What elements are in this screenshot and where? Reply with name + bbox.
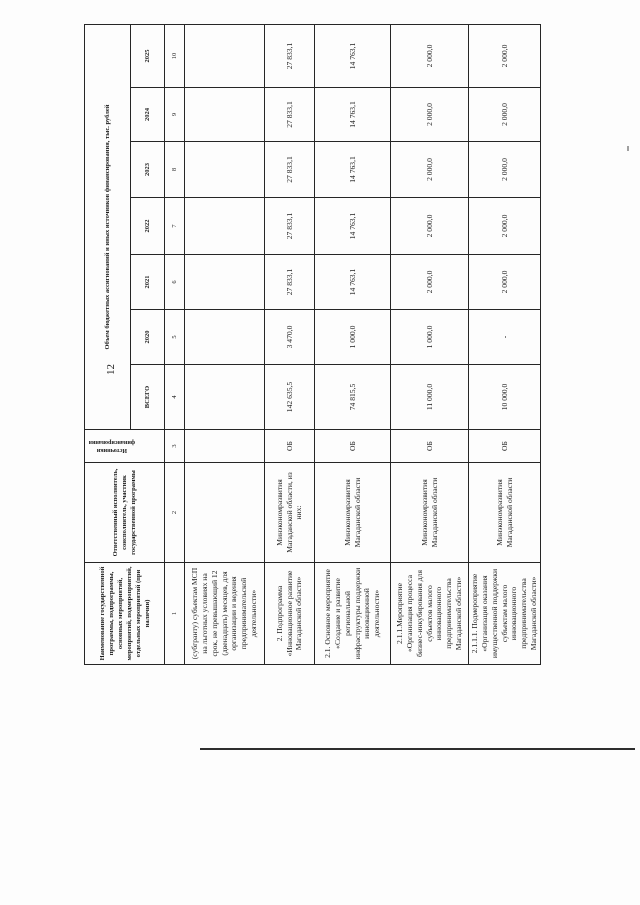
rotated-table-wrapper [84, 25, 541, 665]
year-2021-amount-cell: 14 763,1 [315, 255, 391, 310]
funding-source-cell: ОБ [469, 430, 541, 463]
scan-speck [627, 146, 629, 151]
table-row [315, 24, 391, 664]
year-2023-amount-cell: 14 763,1 [315, 142, 391, 198]
year-2023-amount-cell: 2 000,0 [391, 142, 469, 198]
year-2023-amount-cell [185, 142, 265, 198]
year-2025-amount-cell: 2 000,0 [391, 24, 469, 87]
column-number: 9 [165, 88, 185, 142]
year-2024-amount-cell: 14 763,1 [315, 88, 391, 142]
year-2025-amount-cell: 14 763,1 [315, 24, 391, 87]
year-2025-amount-cell: 27 833,1 [265, 24, 315, 87]
executor-cell [185, 463, 265, 563]
column-number: 10 [165, 24, 185, 87]
year-2020-amount-cell [185, 310, 265, 365]
total-amount-cell: 142 635,5 [265, 365, 315, 430]
year-2024-amount-cell [185, 88, 265, 142]
table-row [391, 24, 469, 664]
year-2020-amount-cell: 3 470,0 [265, 310, 315, 365]
program-name-cell: 2.1.1.1. Подмероприятие «Организация оказания имущественной поддержки субъектам малого инновационного предпринимательства Магаданской области» [469, 563, 541, 665]
header-year-2020: 2020 [131, 310, 165, 365]
year-2022-amount-cell [185, 198, 265, 255]
header-program-name: Наименование государственной программы, подпрограммы, основных мероприятий, мероприятий, подмероприятий, отдельных мероприятий (при наличии) [85, 563, 165, 665]
header-year-2024: 2024 [131, 88, 165, 142]
column-number: 4 [165, 365, 185, 430]
header-funding-source-label: Источники финансирования [88, 439, 136, 453]
column-number: 7 [165, 198, 185, 255]
year-2020-amount-cell: - [469, 310, 541, 365]
year-2020-amount-cell: 1 000,0 [391, 310, 469, 365]
header-total: ВСЕГО [131, 365, 165, 430]
executor-cell: Минэкономразвития Магаданской области [391, 463, 469, 563]
funding-source-cell: ОБ [391, 430, 469, 463]
column-numbers-row [165, 24, 185, 664]
header-year-2022: 2022 [131, 198, 165, 255]
column-number: 6 [165, 255, 185, 310]
column-number: 1 [165, 563, 185, 665]
header-year-2025: 2025 [131, 24, 165, 87]
year-2023-amount-cell: 2 000,0 [469, 142, 541, 198]
header-funding-volume: Объем бюджетных ассигнований и иных источников финансирования, тыс. рублей [85, 24, 131, 429]
page-number: 12 [105, 364, 117, 375]
year-2024-amount-cell: 2 000,0 [391, 88, 469, 142]
year-2022-amount-cell: 27 833,1 [265, 198, 315, 255]
funding-source-cell: ОБ [265, 430, 315, 463]
header-executor: Ответственный исполнитель, соисполнитель, участник государственной программы [85, 463, 165, 563]
executor-cell: Минэкономразвития Магаданской области [469, 463, 541, 563]
total-amount-cell [185, 365, 265, 430]
funding-source-cell [185, 430, 265, 463]
year-2024-amount-cell: 27 833,1 [265, 88, 315, 142]
column-number: 8 [165, 142, 185, 198]
column-number: 3 [165, 430, 185, 463]
year-2022-amount-cell: 2 000,0 [391, 198, 469, 255]
table-row [469, 24, 541, 664]
column-number: 5 [165, 310, 185, 365]
year-2023-amount-cell: 27 833,1 [265, 142, 315, 198]
header-row [85, 24, 131, 664]
header-year-2023: 2023 [131, 142, 165, 198]
year-2025-amount-cell: 2 000,0 [469, 24, 541, 87]
year-2024-amount-cell: 2 000,0 [469, 88, 541, 142]
header-funding-source [85, 430, 165, 463]
funding-table [84, 24, 541, 665]
funding-source-cell: ОБ [315, 430, 391, 463]
header-year-2021: 2021 [131, 255, 165, 310]
table-row [265, 24, 315, 664]
year-2021-amount-cell: 2 000,0 [391, 255, 469, 310]
scan-edge-line [200, 748, 635, 750]
year-2022-amount-cell: 2 000,0 [469, 198, 541, 255]
total-amount-cell: 11 000,0 [391, 365, 469, 430]
year-2022-amount-cell: 14 763,1 [315, 198, 391, 255]
total-amount-cell: 74 815,5 [315, 365, 391, 430]
total-amount-cell: 10 000,0 [469, 365, 541, 430]
executor-cell: Минэкономразвития Магаданской области, из них: [265, 463, 315, 563]
column-number: 2 [165, 463, 185, 563]
year-2021-amount-cell: 27 833,1 [265, 255, 315, 310]
year-2021-amount-cell [185, 255, 265, 310]
program-name-cell: (субгранту) субъектам МСП на льготных условиях на срок, не превышающий 12 (двенадцать) месяцев, для организации и ведения предпринимательской деятельности» [185, 563, 265, 665]
table-row [185, 24, 265, 664]
executor-cell: Минэкономразвития Магаданской области [315, 463, 391, 563]
program-name-cell: 2. Подпрограмма «Инновационное развитие Магаданской области» [265, 563, 315, 665]
program-name-cell: 2.1. Основное мероприятие «Создание и развитие региональной инфраструктуры поддержки инновационной деятельности» [315, 563, 391, 665]
program-name-cell: 2.1.1.Мероприятие «Организация процесса бизнес-инкубирования для субъектов малого инновационного предпринимательства Магаданской области» [391, 563, 469, 665]
year-2020-amount-cell: 1 000,0 [315, 310, 391, 365]
year-2021-amount-cell: 2 000,0 [469, 255, 541, 310]
year-2025-amount-cell [185, 24, 265, 87]
